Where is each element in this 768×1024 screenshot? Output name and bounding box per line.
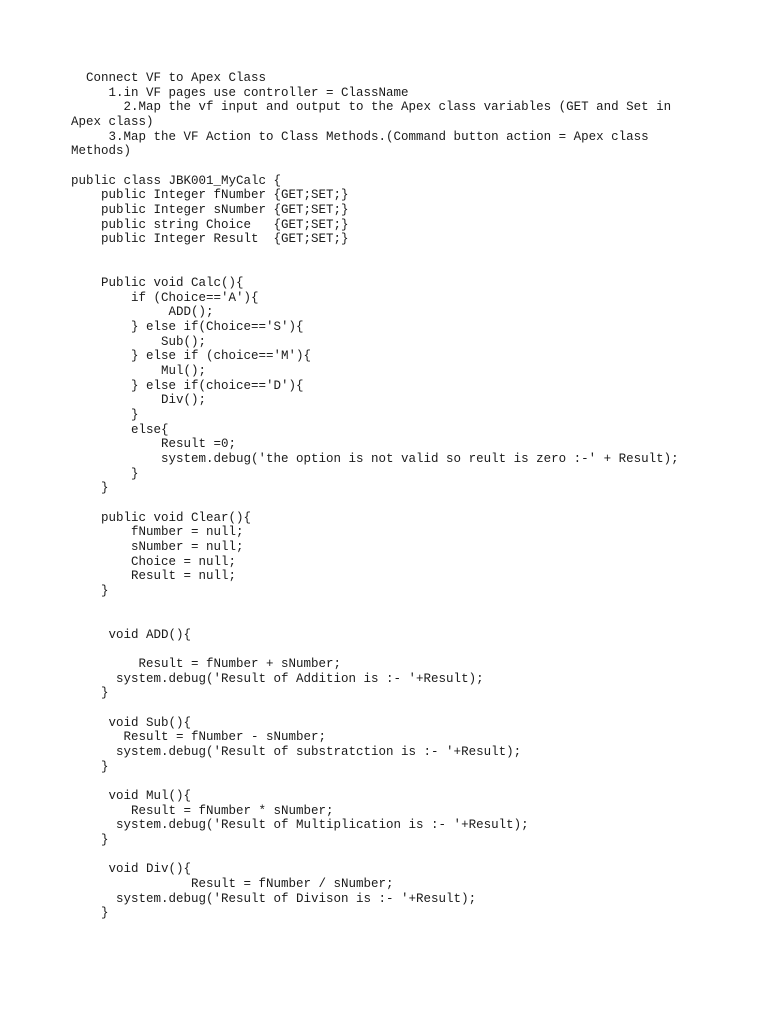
document-line: 3.Map the VF Action to Class Methods.(Command button action = Apex class (71, 129, 649, 144)
document-line: Sub(); (71, 334, 207, 349)
document-line: } else if(choice=='D'){ (71, 378, 304, 393)
document-line: Result = fNumber / sNumber; (71, 876, 394, 891)
document-line: void Div(){ (71, 862, 192, 877)
document-line: system.debug('the option is not valid so reult is zero :-' + Result); (71, 452, 679, 467)
document-line: Result = null; (71, 569, 237, 584)
document-line: } (71, 686, 109, 701)
document-line: public Integer fNumber {GET;SET;} (71, 188, 349, 203)
document-line: public string Choice {GET;SET;} (71, 217, 349, 232)
document-line: void Mul(){ (71, 789, 192, 804)
document-line: } (71, 832, 109, 847)
document-line: } (71, 759, 109, 774)
document-line: } else if(Choice=='S'){ (71, 320, 304, 335)
document-line (71, 599, 679, 614)
document-line: fNumber = null; (71, 525, 244, 540)
document-line: Connect VF to Apex Class (71, 71, 267, 85)
document-line: } (71, 481, 109, 496)
document-line (71, 159, 679, 174)
document-line: system.debug('Result of Divison is :- '+Result); (71, 891, 477, 906)
document-line: system.debug('Result of Addition is :- '+Result); (71, 671, 484, 686)
document-line: system.debug('Result of Multiplication is :- '+Result); (71, 818, 529, 833)
code-document-body (71, 71, 679, 921)
document-line: Result = fNumber - sNumber; (71, 730, 327, 745)
document-line (71, 247, 679, 262)
document-line (71, 613, 679, 628)
document-line: } (71, 408, 139, 423)
document-line: } (71, 583, 109, 598)
document-line: ADD(); (71, 305, 214, 320)
document-line: Apex class) (71, 114, 154, 129)
document-line: Methods) (71, 144, 132, 159)
document-line: Mul(); (71, 364, 207, 379)
document-line: Div(); (71, 393, 207, 408)
document-line: Result = fNumber + sNumber; (71, 657, 342, 672)
document-line: system.debug('Result of substratction is :- '+Result); (71, 745, 522, 760)
document-line: public class JBK001_MyCalc { (71, 173, 282, 188)
document-line (71, 643, 679, 658)
document-line (71, 701, 679, 716)
document-line: public void Clear(){ (71, 510, 252, 525)
document-line (71, 848, 679, 863)
document-line: Public void Calc(){ (71, 276, 244, 291)
document-line: } (71, 466, 139, 481)
document-line: Result = fNumber * sNumber; (71, 803, 334, 818)
document-line: else{ (71, 422, 169, 437)
document-line (71, 262, 679, 277)
document-line: sNumber = null; (71, 539, 244, 554)
document-line: Result =0; (71, 437, 237, 452)
document-line (71, 774, 679, 789)
document-line: public Integer Result {GET;SET;} (71, 232, 349, 247)
document-line: 1.in VF pages use controller = ClassName (71, 85, 409, 100)
document-line: if (Choice=='A'){ (71, 290, 259, 305)
document-line: } (71, 906, 109, 921)
document-line: } else if (choice=='M'){ (71, 349, 312, 364)
document-line (71, 496, 679, 511)
document-line: void ADD(){ (71, 627, 192, 642)
document-line: void Sub(){ (71, 715, 192, 730)
document-line: 2.Map the vf input and output to the Apex class variables (GET and Set in (71, 100, 672, 115)
document-line: public Integer sNumber {GET;SET;} (71, 202, 349, 217)
document-line: Choice = null; (71, 554, 237, 569)
